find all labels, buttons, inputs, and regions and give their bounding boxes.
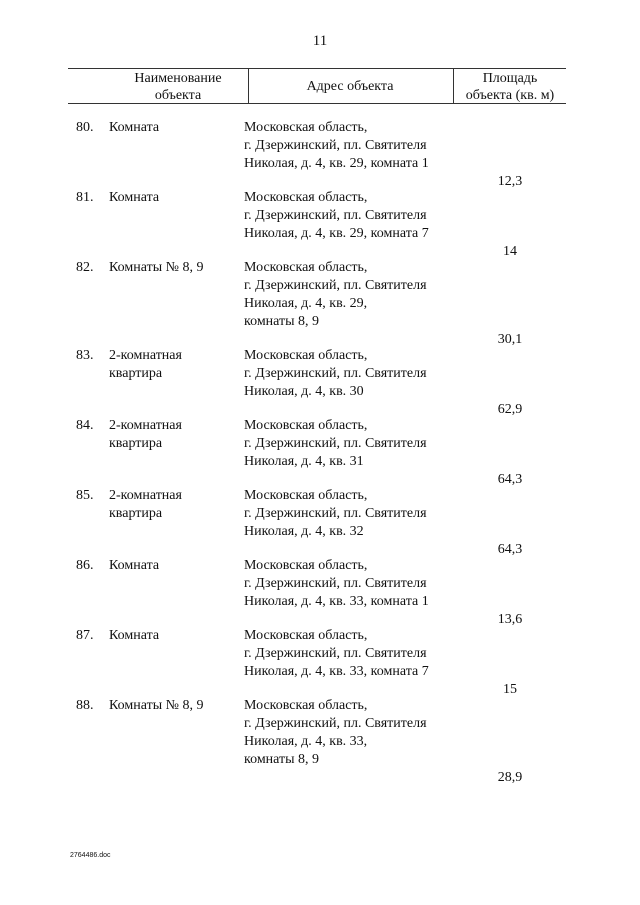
table-body [68,119,566,785]
row-number: 82. [76,260,94,275]
object-address [244,259,454,331]
footer-doc-name: 2764486.doc [70,852,111,859]
address-line: Николая, д. 4, кв. 29, комната 7 [244,226,429,241]
address-line: комнаты 8, 9 [244,752,320,767]
object-name: Комнаты № 8, 9 [109,698,204,713]
address-line: Московская область, [244,488,368,503]
object-name: Комната [109,190,160,205]
row-number: 87. [76,628,94,643]
address-line: Московская область, [244,418,368,433]
row-number: 88. [76,698,94,713]
address-line: комнаты 8, 9 [244,314,320,329]
object-area: 62,9 [497,402,523,417]
header-object-area [454,70,566,104]
address-line: Московская область, [244,190,368,205]
address-line: Московская область, [244,120,368,135]
object-name: 2-комнатная квартира [109,348,182,381]
address-line: г. Дзержинский, пл. Святителя [244,138,427,153]
object-name: 2-комнатная квартира [109,488,182,521]
header-object-name-line2: объекта [154,88,202,103]
object-name: 2-комнатная квартира [109,418,182,451]
header-object-area-line1: Площадь [482,71,538,86]
address-line: г. Дзержинский, пл. Святителя [244,646,427,661]
address-line: Николая, д. 4, кв. 33, [244,734,368,749]
address-line: Николая, д. 4, кв. 30 [244,384,364,399]
table-row [68,627,566,697]
object-address [244,347,454,401]
object-area: 64,3 [497,472,523,487]
header-object-address: Адрес объекта [306,79,394,94]
object-name: Комната [109,558,160,573]
address-line: г. Дзержинский, пл. Святителя [244,716,427,731]
address-line: г. Дзержинский, пл. Святителя [244,278,427,293]
table-row [68,697,566,785]
table-row [68,189,566,259]
address-line: Московская область, [244,348,368,363]
address-line: Московская область, [244,628,368,643]
header-object-area-line2: объекта (кв. м) [465,88,555,103]
row-number: 85. [76,488,94,503]
table-row [68,417,566,487]
object-name: Комната [109,120,160,135]
address-line: Николая, д. 4, кв. 33, комната 7 [244,664,429,679]
address-line: Николая, д. 4, кв. 32 [244,524,364,539]
object-address [244,487,454,541]
address-line: г. Дзержинский, пл. Святителя [244,506,427,521]
address-line: Московская область, [244,698,368,713]
object-address [244,627,454,681]
address-line: Московская область, [244,260,368,275]
address-line: г. Дзержинский, пл. Святителя [244,576,427,591]
header-object-name-line1: Наименование [134,71,222,86]
table-row [68,557,566,627]
table-row [68,259,566,347]
table-row [68,119,566,189]
row-number: 80. [76,120,94,135]
row-number: 83. [76,348,94,363]
header-object-name [108,70,248,104]
table-top-rule [68,68,566,69]
address-line: г. Дзержинский, пл. Святителя [244,436,427,451]
object-address [244,557,454,611]
address-line: г. Дзержинский, пл. Святителя [244,208,427,223]
table-header-rule [68,103,566,104]
object-address [244,417,454,471]
row-number: 81. [76,190,94,205]
table-row [68,347,566,417]
address-line: Николая, д. 4, кв. 31 [244,454,364,469]
object-address [244,189,454,243]
object-name: Комната [109,628,160,643]
object-area: 30,1 [497,332,523,347]
object-address [244,697,454,769]
object-area: 15 [503,682,517,697]
address-line: Николая, д. 4, кв. 33, комната 1 [244,594,429,609]
object-area: 12,3 [497,174,523,189]
object-area: 13,6 [497,612,523,627]
address-line: Николая, д. 4, кв. 29, [244,296,368,311]
object-area: 14 [503,244,517,259]
object-address [244,119,454,173]
row-number: 86. [76,558,94,573]
page-number: 11 [312,33,328,49]
address-line: Николая, д. 4, кв. 29, комната 1 [244,156,429,171]
table-row [68,487,566,557]
row-number: 84. [76,418,94,433]
address-line: Московская область, [244,558,368,573]
object-area: 64,3 [497,542,523,557]
object-area: 28,9 [497,770,523,785]
object-name: Комнаты № 8, 9 [109,260,204,275]
address-line: г. Дзержинский, пл. Святителя [244,366,427,381]
